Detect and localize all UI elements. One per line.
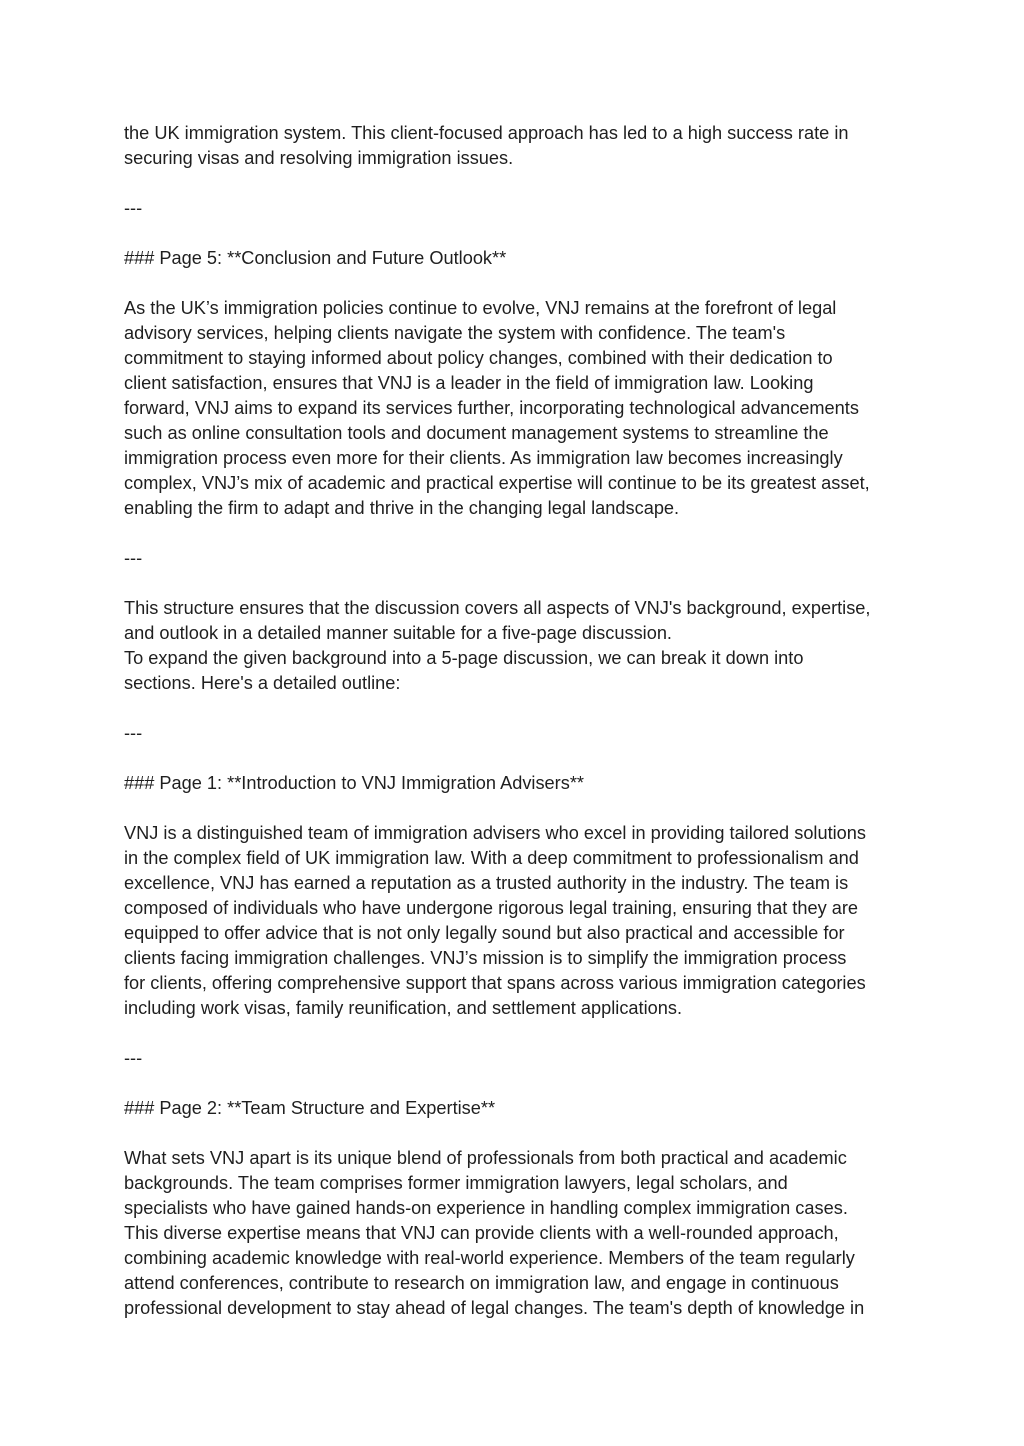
spacer [124, 221, 914, 246]
spacer [124, 271, 914, 296]
paragraph-page-2: What sets VNJ apart is its unique blend of professionals from both practical and academic backgrounds. The team comprises former immigration lawyers, legal scholars, and specialists who have gained hands-on experience in handling complex immigration cases. This diverse expertise means that VNJ can provide clients with a well-rounded approach, combining academic knowledge with real-world experience. Members of the team regularly attend conferences, contribute to research on immigration law, and engage in continuous professional development to stay ahead of legal changes. The team's depth of knowledge in [124, 1148, 865, 1318]
separator: --- [124, 1048, 143, 1068]
spacer [124, 1021, 914, 1046]
spacer [124, 571, 914, 596]
paragraph-page-1: VNJ is a distinguished team of immigration advisers who excel in providing tailored solutions in the complex field of UK immigration law. With a deep commitment to professionalism and excellence, VNJ has earned a reputation as a trusted authority in the industry. The team is composed of individuals who have undergone rigorous legal training, ensuring that they are equipped to offer advice that is not only legally sound but also practical and accessible for clients facing immigration challenges. VNJ’s mission is to simplify the immigration process for clients, offering comprehensive support that spans across various immigration categories including work visas, family reunification, and settlement applications. [124, 823, 867, 1018]
spacer [124, 1071, 914, 1096]
spacer [124, 521, 914, 546]
heading-page-2: ### Page 2: **Team Structure and Expertise** [124, 1098, 496, 1118]
heading-page-5: ### Page 5: **Conclusion and Future Outlook** [124, 248, 507, 268]
spacer [124, 796, 914, 821]
spacer [124, 696, 914, 721]
continued-paragraph: the UK immigration system. This client-focused approach has led to a high success rate in securing visas and resolving immigration issues. [124, 123, 849, 168]
spacer [124, 1121, 914, 1146]
document-page [124, 121, 914, 1321]
heading-page-1: ### Page 1: **Introduction to VNJ Immigration Advisers** [124, 773, 584, 793]
separator: --- [124, 548, 143, 568]
separator: --- [124, 723, 143, 743]
paragraph-page-5: As the UK’s immigration policies continue to evolve, VNJ remains at the forefront of legal advisory services, helping clients navigate the system with confidence. The team's commitment to staying informed about policy changes, combined with their dedication to client satisfaction, ensures that VNJ is a leader in the field of immigration law. Looking forward, VNJ aims to expand its services further, incorporating technological advancements such as online consultation tools and document management systems to streamline the immigration process even more for their clients. As immigration law becomes increasingly complex, VNJ’s mix of academic and practical expertise will continue to be its greatest asset, enabling the firm to adapt and thrive in the changing legal landscape. [124, 298, 870, 518]
spacer [124, 171, 914, 196]
separator: --- [124, 198, 143, 218]
paragraph-structure: This structure ensures that the discussion covers all aspects of VNJ's background, expertise, and outlook in a detailed manner suitable for a five-page discussion. To expand the given background into a 5-page discussion, we can break it down into sections. Here's a detailed outline: [124, 598, 871, 693]
spacer [124, 746, 914, 771]
